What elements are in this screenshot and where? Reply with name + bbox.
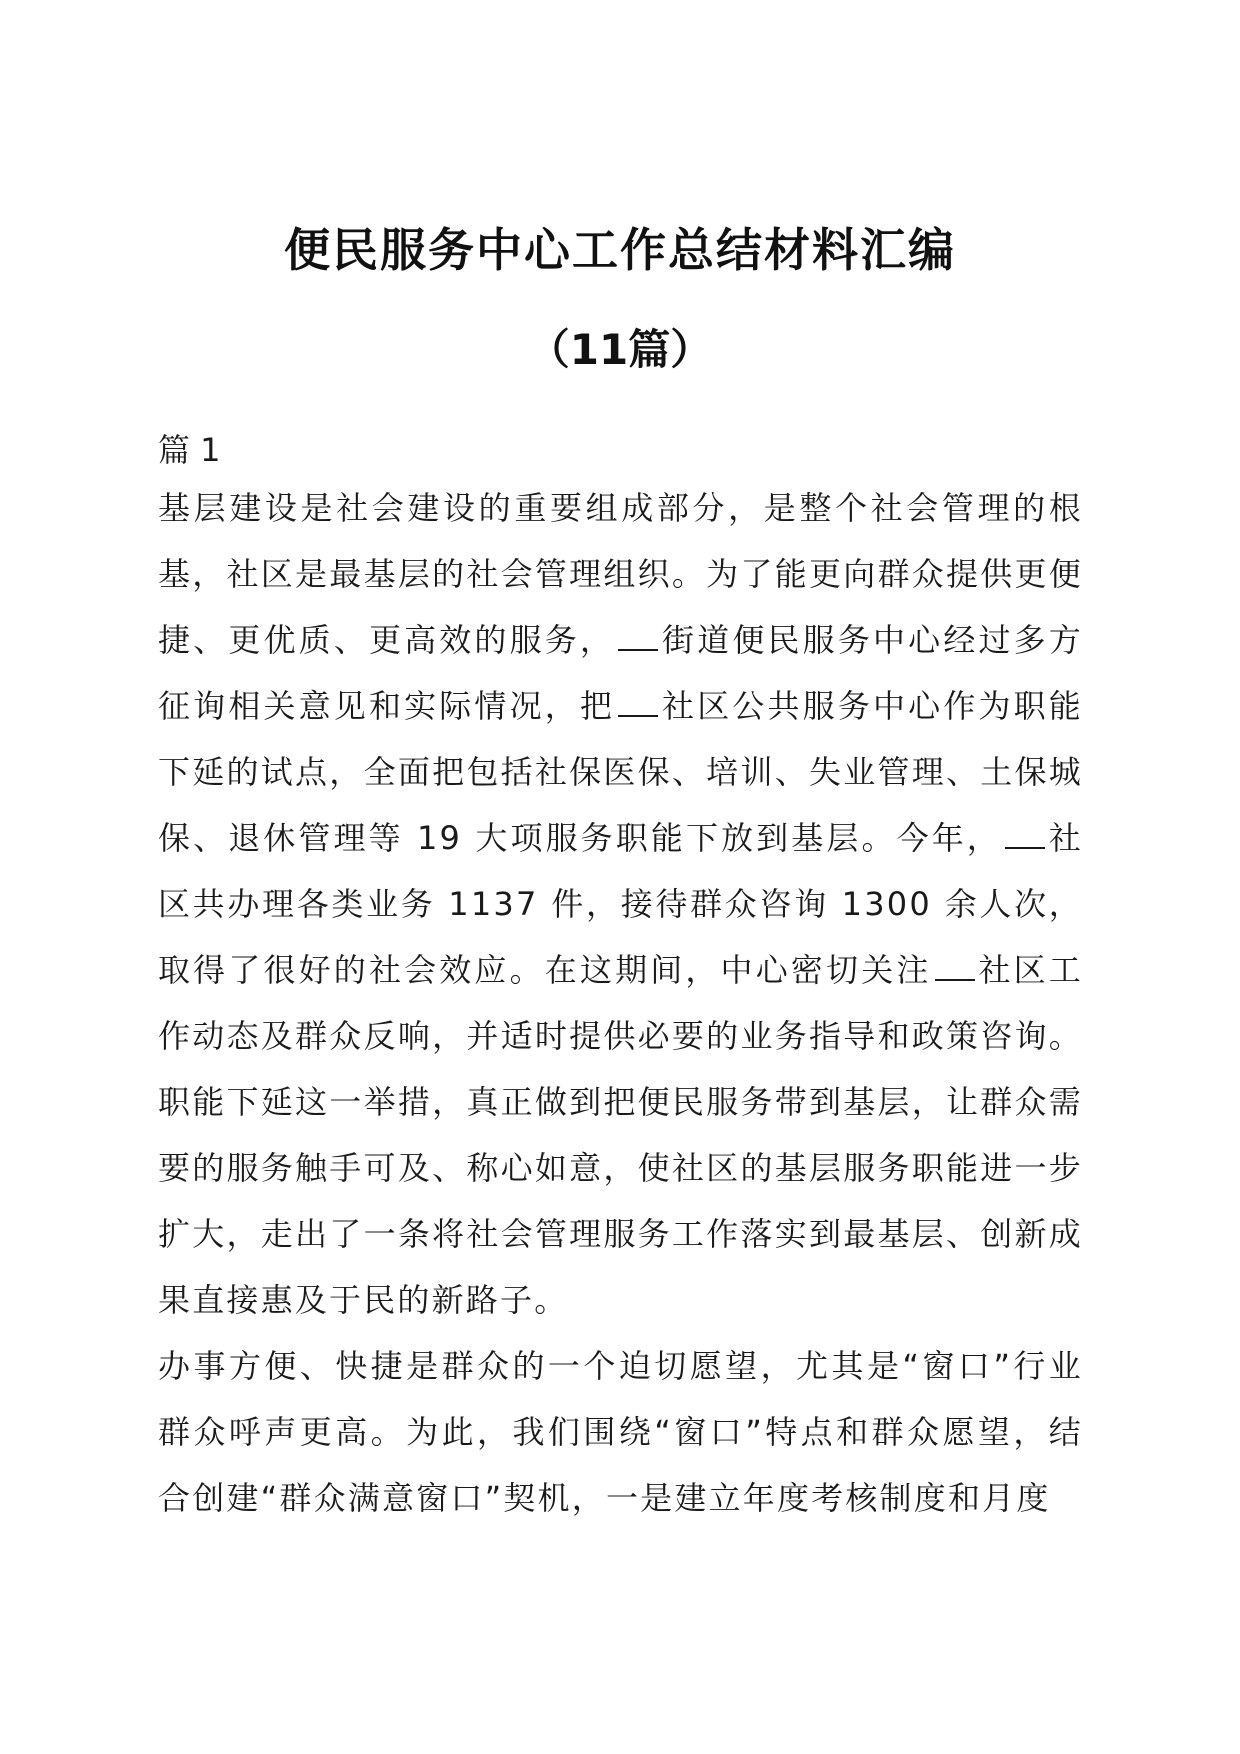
- blank-line: [1005, 821, 1045, 849]
- blank-line: [935, 953, 975, 981]
- blank-line: [618, 689, 658, 717]
- paragraph-1: [158, 475, 1083, 1333]
- paragraph-1-part-1: 基层建设是社会建设的重要组成部分，是整个社会管理的根基，社区是最基层的社会管理组织。为了能更向群众提供更便捷、更优质、更高效的服务，: [158, 489, 1083, 659]
- section-label: 篇 1: [158, 431, 221, 469]
- paragraph-1-part-5: 社区工作动态及群众反响，并适时提供必要的业务指导和政策咨询。职能下延这一举措，真正做到把便民服务带到基层，让群众需要的服务触手可及、称心如意，使社区的基层服务职能进一步扩大，走出了一条将社会管理服务工作落实到最基层、创新成果直接惠及于民的新路子。: [158, 951, 1083, 1319]
- paragraph-1-part-2: 街道便民服务中心经过多方征询相关意见和实际情况，把: [158, 621, 1083, 725]
- paragraph-1-part-4: 社区共办理各类业务 1137 件，接待群众咨询 1300 余人次，取得了很好的社会效应。在这期间，中心密切关注: [158, 819, 1084, 989]
- paragraph-1-part-3: 社区公共服务中心作为职能下延的试点，全面把包括社保医保、培训、失业管理、土保城保、退休管理等 19 大项服务职能下放到基层。今年，: [158, 687, 1083, 857]
- blank-line: [618, 623, 658, 651]
- document-subtitle: （11篇）: [527, 325, 713, 374]
- document-title: 便民服务中心工作总结材料汇编: [284, 223, 956, 277]
- paragraph-2: 办事方便、快捷是群众的一个迫切愿望，尤其是“窗口”行业群众呼声更高。为此，我们围绕“窗口”特点和群众愿望，结合创建“群众满意窗口”契机，一是建立年度考核制度和月度: [158, 1347, 1083, 1517]
- document-body: [158, 425, 1083, 1531]
